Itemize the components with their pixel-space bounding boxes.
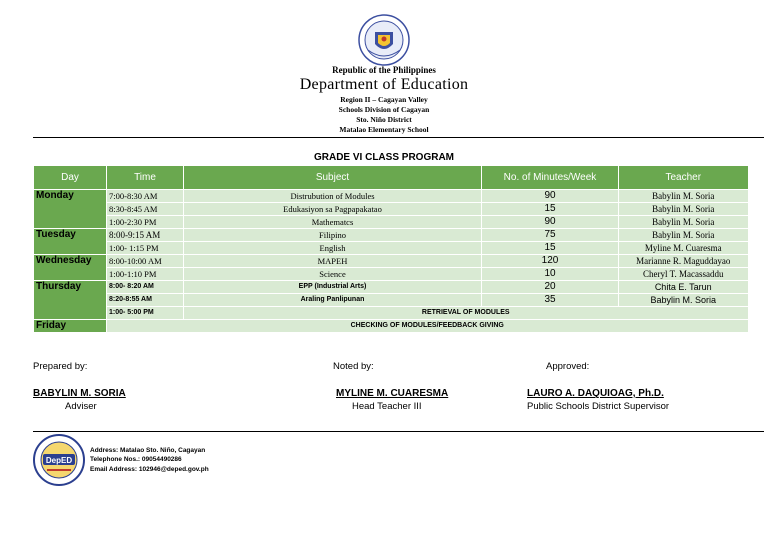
time-cell: 8:20-8:55 AM bbox=[107, 294, 184, 307]
col-header-teacher: Teacher bbox=[619, 166, 748, 190]
approved-label: Approved: bbox=[546, 361, 590, 372]
teacher-cell: Babylin M. Soria bbox=[619, 294, 748, 307]
telephone-text: Telephone Nos.: 09054490286 bbox=[90, 456, 182, 463]
prepared-label: Prepared by: bbox=[33, 361, 88, 372]
col-header-time: Time bbox=[107, 166, 184, 190]
minutes-cell: 75 bbox=[482, 229, 619, 242]
prepared-title: Adviser bbox=[65, 401, 97, 412]
time-cell: 8:00-10:00 AM bbox=[107, 255, 184, 268]
day-friday: Friday bbox=[34, 320, 107, 333]
time-cell: 8:00- 8:20 AM bbox=[107, 281, 184, 294]
table-row bbox=[34, 307, 748, 320]
subject-cell: English bbox=[184, 242, 482, 255]
teacher-cell: Babylin M. Soria bbox=[619, 229, 748, 242]
minutes-cell: 10 bbox=[482, 268, 619, 281]
teacher-cell: Myline M. Cuaresma bbox=[619, 242, 748, 255]
table-row bbox=[34, 242, 748, 255]
minutes-cell: 15 bbox=[482, 242, 619, 255]
table-row bbox=[34, 281, 748, 294]
address-text: Address: Matalao Sto. Niño, Cagayan bbox=[90, 447, 206, 454]
subject-cell: Edukasiyon sa Pagpapakatao bbox=[184, 203, 482, 216]
teacher-cell: Marianne R. Maguddayao bbox=[619, 255, 748, 268]
subject-cell: MAPEH bbox=[184, 255, 482, 268]
col-header-subject: Subject bbox=[184, 166, 482, 190]
teacher-cell: Babylin M. Soria bbox=[619, 190, 748, 203]
table-row bbox=[34, 320, 748, 333]
minutes-cell: 120 bbox=[482, 255, 619, 268]
minutes-cell: 20 bbox=[482, 281, 619, 294]
table-row bbox=[34, 255, 748, 268]
noted-name: MYLINE M. CUARESMA bbox=[336, 388, 449, 399]
district-text: Sto. Niño District bbox=[356, 115, 412, 124]
approved-title: Public Schools District Supervisor bbox=[527, 401, 670, 412]
minutes-cell: 90 bbox=[482, 190, 619, 203]
table-header-row bbox=[34, 166, 748, 190]
table-row bbox=[34, 268, 748, 281]
day-monday: Monday bbox=[34, 190, 107, 229]
time-cell: 7:00-8:30 AM bbox=[107, 190, 184, 203]
subject-cell: Distrubution of Modules bbox=[184, 190, 482, 203]
approved-name: LAURO A. DAQUIOAG, Ph.D. bbox=[527, 388, 664, 399]
table-row bbox=[34, 216, 748, 229]
time-cell: 8:30-8:45 AM bbox=[107, 203, 184, 216]
friday-activity-cell: CHECKING OF MODULES/FEEDBACK GIVING bbox=[107, 320, 748, 333]
day-wednesday: Wednesday bbox=[34, 255, 107, 281]
department-title: Department of Education bbox=[299, 76, 469, 93]
minutes-cell: 35 bbox=[482, 294, 619, 307]
noted-label: Noted by: bbox=[333, 361, 374, 372]
logo-text: DepED bbox=[45, 456, 73, 465]
subject-cell: Mathematcs bbox=[184, 216, 482, 229]
teacher-cell: Babylin M. Soria bbox=[619, 216, 748, 229]
day-tuesday: Tuesday bbox=[34, 229, 107, 255]
region-text: Region II – Cagayan Valley bbox=[340, 95, 428, 104]
school-text: Matalao Elementary School bbox=[339, 125, 429, 134]
time-cell: 8:00-9:15 AM bbox=[107, 229, 184, 242]
minutes-cell: 90 bbox=[482, 216, 619, 229]
minutes-cell: 15 bbox=[482, 203, 619, 216]
table-row bbox=[34, 229, 748, 242]
table-row bbox=[34, 203, 748, 216]
time-cell: 1:00-1:10 PM bbox=[107, 268, 184, 281]
retrieval-cell: RETRIEVAL OF MODULES bbox=[184, 307, 748, 320]
header-divider bbox=[33, 137, 764, 138]
republic-text: Republic of the Philippines bbox=[332, 65, 436, 75]
subject-cell: Filipino bbox=[184, 229, 482, 242]
time-cell: 1:00- 5:00 PM bbox=[107, 307, 184, 320]
deped-seal-icon bbox=[358, 14, 410, 66]
table-row bbox=[34, 190, 748, 203]
school-logo-icon bbox=[33, 434, 85, 486]
time-cell: 1:00- 1:15 PM bbox=[107, 242, 184, 255]
email-text: Email Address: 102946@deped.gov.ph bbox=[90, 466, 209, 473]
division-text: Schools Division of Cagayan bbox=[338, 105, 430, 114]
teacher-cell: Cheryl T. Macassaddu bbox=[619, 268, 748, 281]
program-title: GRADE VI CLASS PROGRAM bbox=[313, 152, 454, 163]
subject-cell: Science bbox=[184, 268, 482, 281]
prepared-name: BABYLIN M. SORIA bbox=[33, 388, 126, 399]
col-header-minutes: No. of Minutes/Week bbox=[482, 166, 619, 190]
col-header-day: Day bbox=[34, 166, 107, 190]
subject-cell: Araling Panlipunan bbox=[184, 294, 482, 307]
teacher-cell: Babylin M. Soria bbox=[619, 203, 748, 216]
footer-divider bbox=[33, 431, 764, 432]
time-cell: 1:00-2:30 PM bbox=[107, 216, 184, 229]
class-program-table bbox=[33, 166, 748, 332]
teacher-cell: Chita E. Tarun bbox=[619, 281, 748, 294]
subject-cell: EPP (Industrial Arts) bbox=[184, 281, 482, 294]
day-thursday: Thursday bbox=[34, 281, 107, 320]
table-row bbox=[34, 294, 748, 307]
noted-title: Head Teacher III bbox=[352, 401, 422, 412]
